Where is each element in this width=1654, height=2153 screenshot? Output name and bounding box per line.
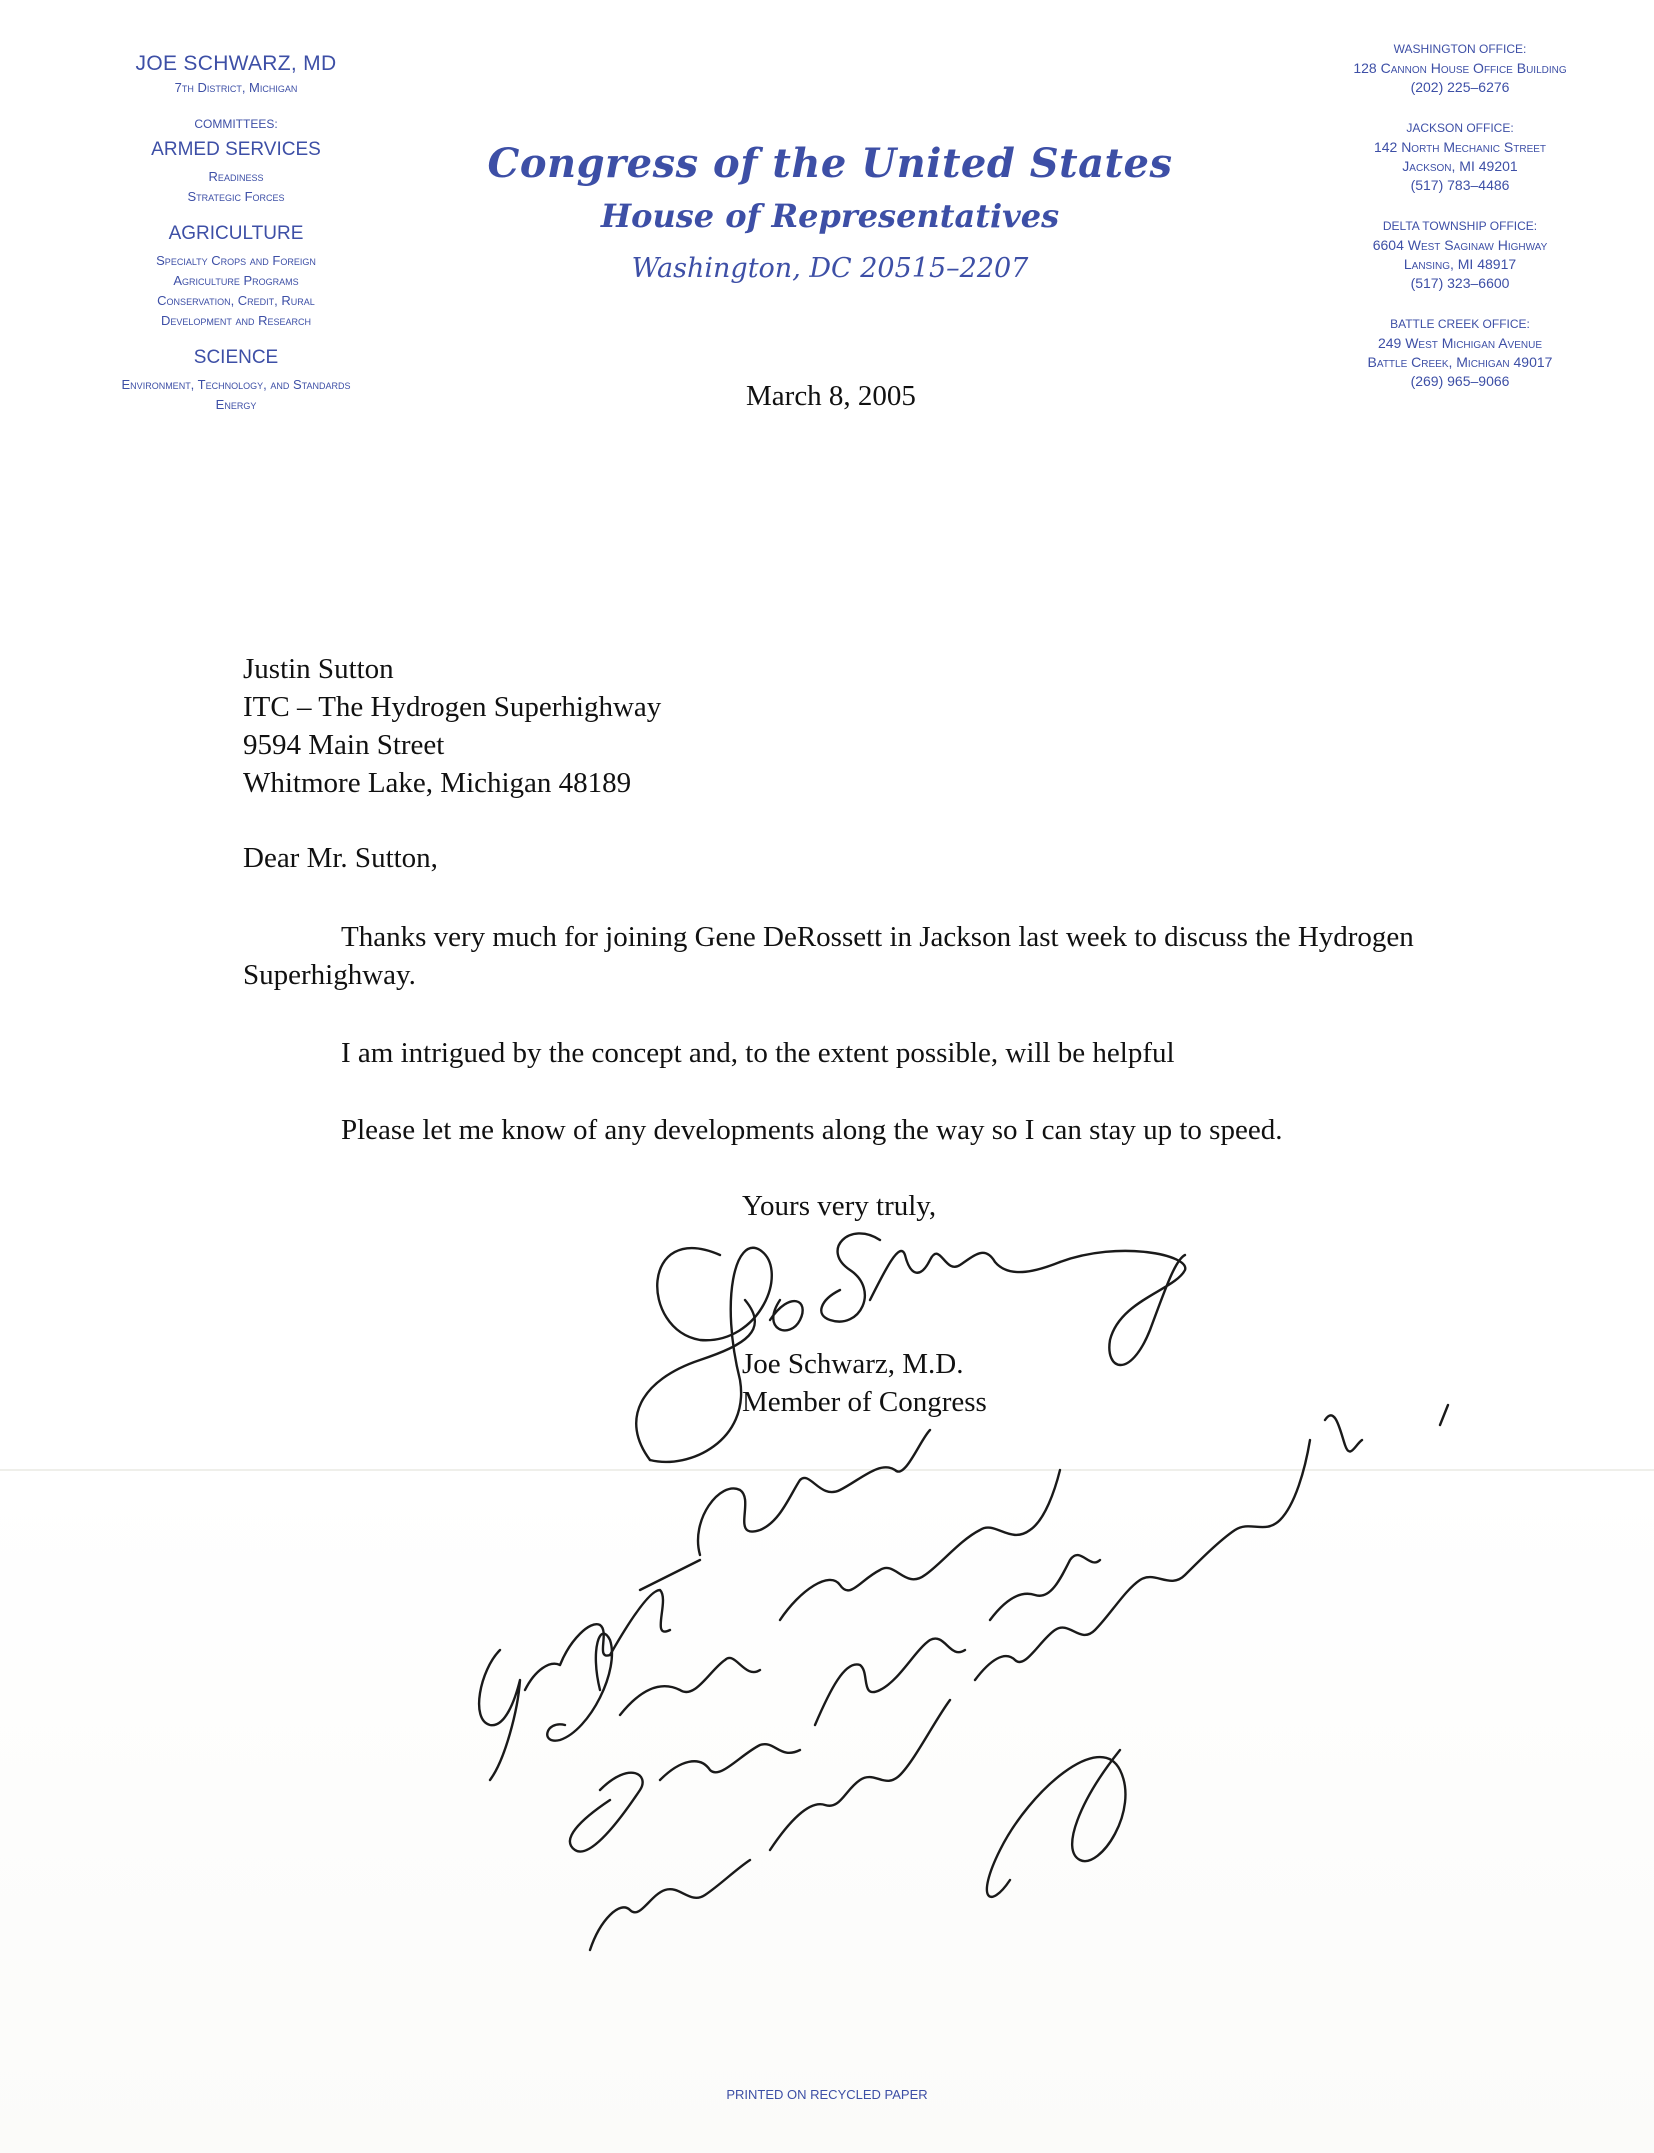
committee-name: SCIENCE <box>193 347 279 368</box>
paper-shade <box>0 1470 1654 2153</box>
office-line: 249 West Michigan Avenue <box>1377 335 1543 351</box>
closing: Yours very truly, <box>742 1190 937 1222</box>
office-delta-township <box>1280 217 1640 293</box>
recipient-org: ITC – The Hydrogen Superhighway <box>243 691 662 723</box>
office-line: 128 Cannon House Office Building <box>1353 60 1567 76</box>
signature-stroke <box>1060 1251 1185 1365</box>
recipient-address <box>243 650 661 802</box>
signature-stroke <box>821 1233 880 1321</box>
recipient-street: 9594 Main Street <box>243 729 445 761</box>
recipient-city: Whitmore Lake, Michigan 48189 <box>243 767 632 799</box>
subcommittee-name: Specialty Crops and Foreign <box>156 253 316 268</box>
committee-name: AGRICULTURE <box>168 223 304 244</box>
note-stroke <box>1325 1405 1448 1451</box>
office-washington <box>1280 40 1640 97</box>
letter-date: March 8, 2005 <box>746 380 916 412</box>
body-paragraph: Thanks very much for joining Gene DeRossett in Jackson last week to discuss the Hydrogen Superhighway. <box>243 921 1414 991</box>
committee-agriculture <box>36 223 436 331</box>
member-info <box>36 52 436 431</box>
office-label: DELTA TOWNSHIP OFFICE: <box>1382 219 1538 233</box>
office-list <box>1280 40 1640 413</box>
signatory-name: Joe Schwarz, M.D. <box>742 1348 964 1380</box>
signature-stroke <box>870 1251 1060 1300</box>
congress-title: Congress of the United States <box>487 140 1173 187</box>
office-label: JACKSON OFFICE: <box>1406 121 1514 135</box>
office-phone: (269) 965–9066 <box>1410 373 1510 389</box>
subcommittee-name: Development and Research <box>160 313 312 328</box>
office-phone: (517) 323–6600 <box>1410 275 1510 291</box>
subcommittee-name: Readiness <box>208 169 264 184</box>
committee-armed-services <box>36 139 436 207</box>
subcommittee-name: Environment, Technology, and Standards <box>121 377 351 392</box>
office-label: WASHINGTON OFFICE: <box>1393 42 1527 56</box>
house-title: House of Representatives <box>600 197 1060 235</box>
city-zip: Washington, DC 20515–2207 <box>631 253 1029 284</box>
signature-stroke <box>636 1300 755 1460</box>
subcommittee-name: Strategic Forces <box>187 189 285 204</box>
office-phone: (517) 783–4486 <box>1410 177 1510 193</box>
office-battle-creek <box>1280 315 1640 391</box>
subcommittee-name: Agriculture Programs <box>173 273 299 288</box>
signature-block <box>742 1345 987 1421</box>
subcommittee-name: Energy <box>215 397 257 412</box>
office-line: 142 North Mechanic Street <box>1373 139 1547 155</box>
signature-stroke <box>770 1300 803 1330</box>
subcommittee-name: Conservation, Credit, Rural <box>157 293 315 308</box>
body-paragraph: I am intrigued by the concept and, to the extent possible, will be helpful <box>341 1037 1175 1069</box>
member-district: 7th District, Michigan <box>174 80 298 95</box>
committee-science <box>36 347 436 415</box>
salutation: Dear Mr. Sutton, <box>243 842 438 874</box>
office-jackson <box>1280 119 1640 195</box>
office-line: 6604 West Saginaw Highway <box>1372 237 1548 253</box>
recycled-paper-notice: PRINTED ON RECYCLED PAPER <box>726 2087 928 2102</box>
letterhead-title <box>460 140 1200 284</box>
body-paragraph: Please let me know of any developments along the way so I can stay up to speed. <box>341 1114 1283 1146</box>
office-line: Lansing, MI 48917 <box>1403 256 1517 272</box>
fold-line <box>0 1469 1654 1471</box>
committees-label: COMMITTEES: <box>194 117 278 131</box>
member-name: JOE SCHWARZ, MD <box>135 52 337 75</box>
office-phone: (202) 225–6276 <box>1410 79 1510 95</box>
committee-name: ARMED SERVICES <box>151 139 321 160</box>
recipient-name: Justin Sutton <box>243 653 394 685</box>
office-line: Jackson, MI 49201 <box>1402 158 1518 174</box>
office-line: Battle Creek, Michigan 49017 <box>1367 354 1553 370</box>
signatory-title: Member of Congress <box>742 1386 987 1418</box>
office-label: BATTLE CREEK OFFICE: <box>1390 317 1530 331</box>
